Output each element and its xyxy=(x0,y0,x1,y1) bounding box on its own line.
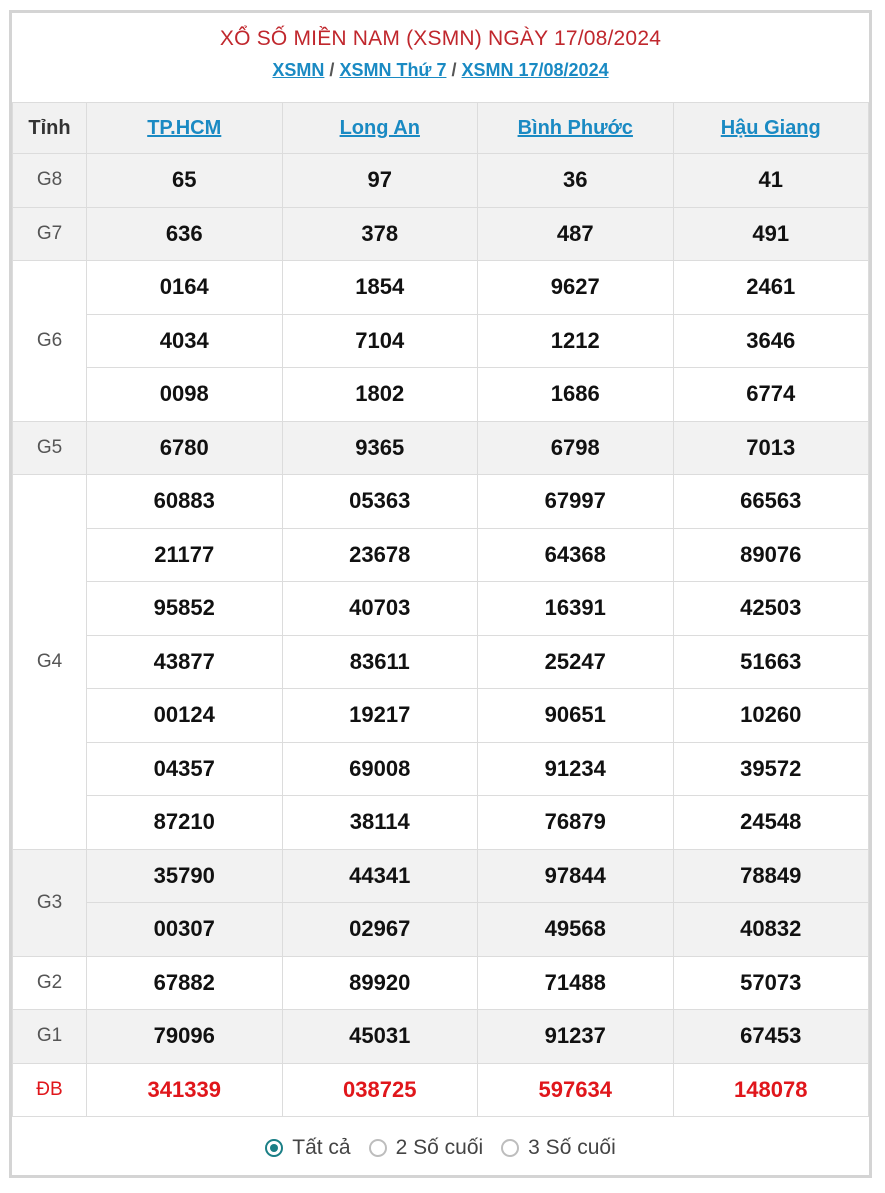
prize-row-g3 xyxy=(13,903,869,957)
prize-number: 04357 xyxy=(87,742,283,796)
prize-number: 05363 xyxy=(282,475,478,529)
prize-number: 00124 xyxy=(87,689,283,743)
prize-number: 0164 xyxy=(87,261,283,315)
breadcrumb-separator: / xyxy=(451,60,457,80)
prize-row-g4 xyxy=(13,635,869,689)
page-title: XỔ SỐ MIỀN NAM (XSMN) NGÀY 17/08/2024 xyxy=(219,27,662,50)
results-card xyxy=(9,10,872,1178)
prize-number: 89920 xyxy=(282,956,478,1010)
prize-label: ĐB xyxy=(13,1063,87,1117)
prize-row-db xyxy=(13,1063,869,1117)
prize-number: 45031 xyxy=(282,1010,478,1064)
prize-row-g4 xyxy=(13,582,869,636)
column-header-province: Tỉnh xyxy=(13,103,87,154)
column-header xyxy=(478,103,674,154)
prize-number: 67453 xyxy=(673,1010,869,1064)
prize-row-g3 xyxy=(13,849,869,903)
prize-number: 87210 xyxy=(87,796,283,850)
prize-label: G2 xyxy=(13,956,87,1010)
prize-number: 6780 xyxy=(87,421,283,475)
prize-number: 038725 xyxy=(282,1063,478,1117)
prize-number: 10260 xyxy=(673,689,869,743)
prize-number: 49568 xyxy=(478,903,674,957)
prize-number: 95852 xyxy=(87,582,283,636)
prize-row-g8 xyxy=(13,154,869,208)
prize-row-g2 xyxy=(13,956,869,1010)
prize-label: G4 xyxy=(13,475,87,850)
prize-row-g4 xyxy=(13,475,869,529)
prize-number: 4034 xyxy=(87,314,283,368)
results-header xyxy=(12,13,869,102)
province-link[interactable]: TP.HCM xyxy=(147,116,222,139)
prize-number: 78849 xyxy=(673,849,869,903)
prize-number: 64368 xyxy=(478,528,674,582)
prize-number: 9365 xyxy=(282,421,478,475)
prize-number: 21177 xyxy=(87,528,283,582)
prize-number: 491 xyxy=(673,207,869,261)
prize-row-g4 xyxy=(13,796,869,850)
radio-unchecked-icon[interactable] xyxy=(501,1139,519,1157)
prize-label: G5 xyxy=(13,421,87,475)
prize-number: 1854 xyxy=(282,261,478,315)
filter-option-label: 2 Số cuối xyxy=(395,1136,484,1159)
prize-number: 97 xyxy=(282,154,478,208)
prize-number: 90651 xyxy=(478,689,674,743)
prize-row-g5 xyxy=(13,421,869,475)
prize-number: 41 xyxy=(673,154,869,208)
prize-number: 44341 xyxy=(282,849,478,903)
prize-number: 1802 xyxy=(282,368,478,422)
results-body xyxy=(13,154,869,1117)
filter-option-last-3[interactable] xyxy=(501,1136,616,1160)
prize-number: 42503 xyxy=(673,582,869,636)
column-header xyxy=(87,103,283,154)
breadcrumb-xsmn-date[interactable]: XSMN 17/08/2024 xyxy=(461,60,609,80)
prize-number: 69008 xyxy=(282,742,478,796)
province-link[interactable]: Long An xyxy=(339,116,420,139)
prize-number: 7104 xyxy=(282,314,478,368)
prize-number: 89076 xyxy=(673,528,869,582)
prize-number: 79096 xyxy=(87,1010,283,1064)
breadcrumb-xsmn-thu7[interactable]: XSMN Thứ 7 xyxy=(339,60,447,80)
prize-number: 76879 xyxy=(478,796,674,850)
prize-row-g6 xyxy=(13,314,869,368)
column-header xyxy=(282,103,478,154)
prize-number: 7013 xyxy=(673,421,869,475)
prize-number: 40703 xyxy=(282,582,478,636)
prize-row-g4 xyxy=(13,742,869,796)
prize-number: 378 xyxy=(282,207,478,261)
prize-row-g7 xyxy=(13,207,869,261)
filter-option-label: Tất cả xyxy=(292,1136,351,1159)
prize-row-g6 xyxy=(13,368,869,422)
radio-unchecked-icon[interactable] xyxy=(369,1139,387,1157)
digit-filter xyxy=(12,1117,869,1179)
province-link[interactable]: Hậu Giang xyxy=(720,116,821,139)
prize-number: 1686 xyxy=(478,368,674,422)
radio-checked-icon[interactable] xyxy=(265,1139,283,1157)
prize-number: 02967 xyxy=(282,903,478,957)
results-table xyxy=(12,102,869,1117)
breadcrumb-xsmn[interactable]: XSMN xyxy=(272,60,325,80)
prize-number: 0098 xyxy=(87,368,283,422)
breadcrumb xyxy=(12,60,869,81)
province-link[interactable]: Bình Phước xyxy=(517,116,633,139)
breadcrumb-separator: / xyxy=(329,60,335,80)
prize-number: 57073 xyxy=(673,956,869,1010)
prize-label: G3 xyxy=(13,849,87,956)
prize-row-g6 xyxy=(13,261,869,315)
prize-number: 636 xyxy=(87,207,283,261)
prize-number: 16391 xyxy=(478,582,674,636)
prize-row-g1 xyxy=(13,1010,869,1064)
prize-number: 3646 xyxy=(673,314,869,368)
prize-number: 51663 xyxy=(673,635,869,689)
prize-number: 91234 xyxy=(478,742,674,796)
prize-number: 487 xyxy=(478,207,674,261)
prize-number: 36 xyxy=(478,154,674,208)
table-header-row xyxy=(13,103,869,154)
prize-number: 38114 xyxy=(282,796,478,850)
prize-number: 97844 xyxy=(478,849,674,903)
prize-number: 2461 xyxy=(673,261,869,315)
prize-label: G1 xyxy=(13,1010,87,1064)
prize-number: 66563 xyxy=(673,475,869,529)
filter-option-all[interactable] xyxy=(265,1136,350,1160)
prize-number: 40832 xyxy=(673,903,869,957)
prize-label: G6 xyxy=(13,261,87,422)
prize-number: 23678 xyxy=(282,528,478,582)
prize-number: 25247 xyxy=(478,635,674,689)
prize-number: 39572 xyxy=(673,742,869,796)
prize-number: 6774 xyxy=(673,368,869,422)
prize-number: 24548 xyxy=(673,796,869,850)
prize-label: G8 xyxy=(13,154,87,208)
prize-number: 65 xyxy=(87,154,283,208)
prize-number: 00307 xyxy=(87,903,283,957)
prize-label: G7 xyxy=(13,207,87,261)
prize-number: 43877 xyxy=(87,635,283,689)
prize-number: 597634 xyxy=(478,1063,674,1117)
prize-number: 19217 xyxy=(282,689,478,743)
prize-number: 6798 xyxy=(478,421,674,475)
prize-number: 341339 xyxy=(87,1063,283,1117)
filter-option-label: 3 Số cuối xyxy=(528,1136,616,1159)
prize-row-g4 xyxy=(13,689,869,743)
prize-number: 67882 xyxy=(87,956,283,1010)
prize-number: 91237 xyxy=(478,1010,674,1064)
prize-number: 148078 xyxy=(673,1063,869,1117)
prize-number: 83611 xyxy=(282,635,478,689)
filter-option-last-2[interactable] xyxy=(369,1136,484,1160)
prize-number: 67997 xyxy=(478,475,674,529)
prize-number: 71488 xyxy=(478,956,674,1010)
prize-number: 1212 xyxy=(478,314,674,368)
column-header xyxy=(673,103,869,154)
prize-number: 60883 xyxy=(87,475,283,529)
prize-number: 35790 xyxy=(87,849,283,903)
prize-number: 9627 xyxy=(478,261,674,315)
prize-row-g4 xyxy=(13,528,869,582)
